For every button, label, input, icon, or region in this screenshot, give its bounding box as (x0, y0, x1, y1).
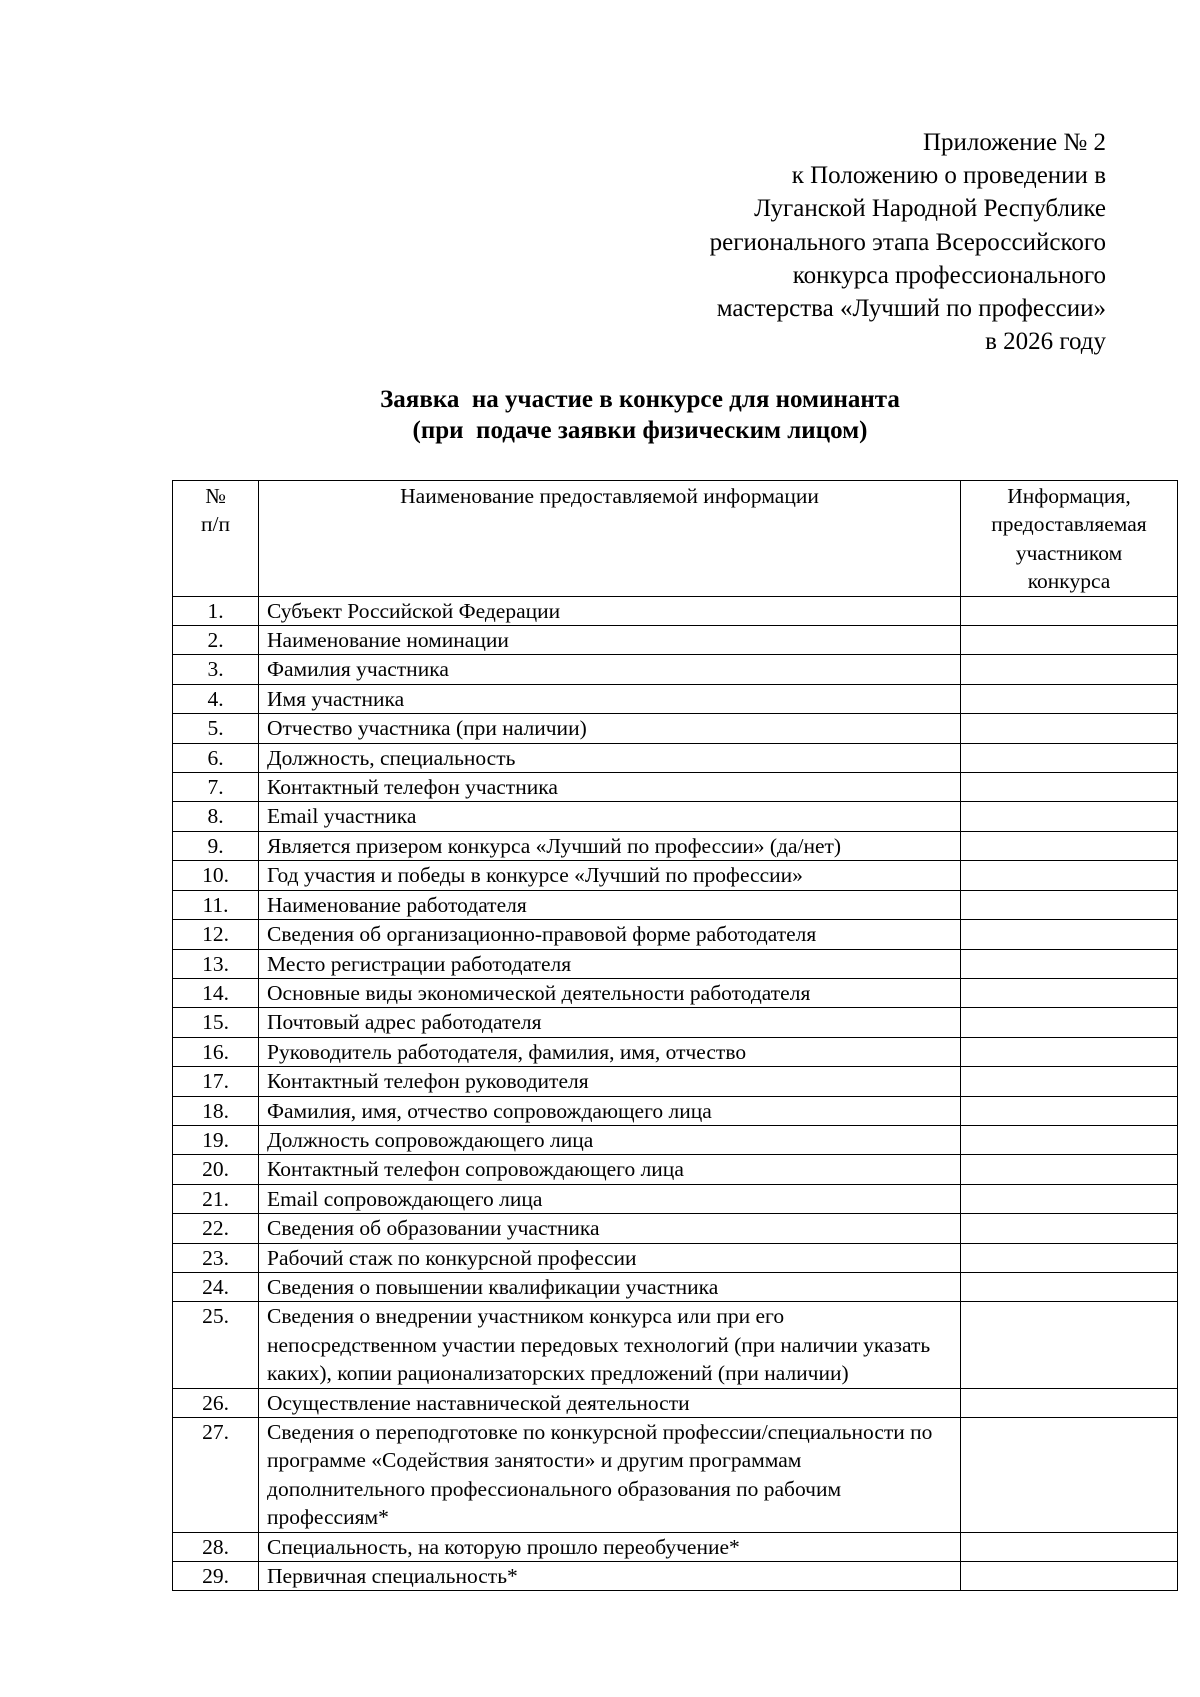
row-number: 28. (173, 1532, 259, 1561)
row-number: 19. (173, 1125, 259, 1154)
row-info-cell[interactable] (961, 1243, 1178, 1272)
row-info-cell[interactable] (961, 1155, 1178, 1184)
row-name: Осуществление наставнической деятельности (259, 1388, 961, 1417)
row-number: 18. (173, 1096, 259, 1125)
header-info-line: участником (1015, 540, 1123, 565)
row-number: 24. (173, 1272, 259, 1301)
header-number (173, 481, 259, 597)
row-info-cell[interactable] (961, 1214, 1178, 1243)
row-number: 12. (173, 920, 259, 949)
row-number: 7. (173, 773, 259, 802)
row-number: 2. (173, 626, 259, 655)
table-row (173, 596, 1178, 625)
table-row (173, 1388, 1178, 1417)
form-title-line: Заявка на участие в конкурсе для номинанта (380, 386, 900, 413)
row-number: 25. (173, 1302, 259, 1388)
row-number: 10. (173, 861, 259, 890)
appendix-line: Приложение № 2 (922, 129, 1106, 156)
table-row (173, 1243, 1178, 1272)
table-row (173, 890, 1178, 919)
table-row (173, 1272, 1178, 1301)
row-info-cell[interactable] (961, 1418, 1178, 1533)
row-name: Сведения о внедрении участником конкурса или при его непосредственном участии передовых технологий (при наличии указать каких), копии рационализаторских предложений (при наличии) (259, 1302, 961, 1388)
row-number: 20. (173, 1155, 259, 1184)
row-info-cell[interactable] (961, 1125, 1178, 1154)
table-row (173, 714, 1178, 743)
table-row (173, 920, 1178, 949)
table-row (173, 743, 1178, 772)
row-number: 4. (173, 684, 259, 713)
row-number: 26. (173, 1388, 259, 1417)
row-number: 5. (173, 714, 259, 743)
appendix-line: мастерства «Лучший по профессии» (716, 295, 1106, 323)
row-info-cell[interactable] (961, 1067, 1178, 1096)
appendix-line: Луганской Народной Республике (754, 195, 1106, 223)
table-row (173, 655, 1178, 684)
row-info-cell[interactable] (961, 1272, 1178, 1301)
row-info-cell[interactable] (961, 1532, 1178, 1561)
row-number: 11. (173, 890, 259, 919)
table-row (173, 978, 1178, 1007)
row-info-cell[interactable] (961, 655, 1178, 684)
header-number-line: № (205, 484, 226, 508)
row-number: 8. (173, 802, 259, 831)
row-name: Сведения о переподготовке по конкурсной профессии/специальности по программе «Содействия занятости» и другим программам дополнительного профессионального образования по рабочим профессиям* (259, 1418, 961, 1533)
row-name: Сведения об образовании участника (259, 1214, 961, 1243)
form-title (160, 384, 1120, 446)
form-title-line: (при подаче заявки физическим лицом) (412, 417, 868, 444)
row-name: Является призером конкурса «Лучший по профессии» (да/нет) (259, 831, 961, 860)
row-info-cell[interactable] (961, 1302, 1178, 1388)
header-info-line: конкурса (1027, 569, 1111, 594)
row-info-cell[interactable] (961, 684, 1178, 713)
row-info-cell[interactable] (961, 1562, 1178, 1591)
table-row (173, 626, 1178, 655)
table-row (173, 773, 1178, 802)
appendix-header (546, 126, 1106, 358)
row-number: 13. (173, 949, 259, 978)
table-row (173, 1302, 1178, 1388)
row-name: Место регистрации работодателя (259, 949, 961, 978)
table-row (173, 1067, 1178, 1096)
row-info-cell[interactable] (961, 861, 1178, 890)
row-name: Основные виды экономической деятельности работодателя (259, 978, 961, 1007)
row-info-cell[interactable] (961, 949, 1178, 978)
row-name: Фамилия участника (259, 655, 961, 684)
header-number-line: п/п (201, 512, 230, 537)
row-name: Год участия и победы в конкурсе «Лучший по профессии» (259, 861, 961, 890)
table-row (173, 831, 1178, 860)
row-name: Субъект Российской Федерации (259, 596, 961, 625)
row-name: Рабочий стаж по конкурсной профессии (259, 1243, 961, 1272)
row-number: 21. (173, 1184, 259, 1213)
row-number: 6. (173, 743, 259, 772)
appendix-line: к Положению о проведении в (791, 162, 1106, 190)
row-info-cell[interactable] (961, 978, 1178, 1007)
row-number: 3. (173, 655, 259, 684)
row-name: Контактный телефон руководителя (259, 1067, 961, 1096)
row-number: 23. (173, 1243, 259, 1272)
row-name: Отчество участника (при наличии) (259, 714, 961, 743)
row-name: Должность сопровождающего лица (259, 1125, 961, 1154)
header-info (961, 481, 1178, 597)
row-number: 15. (173, 1008, 259, 1037)
row-name: Контактный телефон сопровождающего лица (259, 1155, 961, 1184)
row-number: 17. (173, 1067, 259, 1096)
row-name: Наименование номинации (259, 626, 961, 655)
header-info-line: предоставляемая (991, 512, 1147, 537)
row-name: Наименование работодателя (259, 890, 961, 919)
row-number: 27. (173, 1418, 259, 1533)
row-info-cell[interactable] (961, 1037, 1178, 1066)
table-row (173, 1532, 1178, 1561)
row-name: Руководитель работодателя, фамилия, имя, отчество (259, 1037, 961, 1066)
table-row (173, 1155, 1178, 1184)
row-number: 1. (173, 596, 259, 625)
appendix-line: регионального этапа Всероссийского (709, 228, 1106, 256)
row-info-cell[interactable] (961, 773, 1178, 802)
row-info-cell[interactable] (961, 596, 1178, 625)
row-info-cell[interactable] (961, 831, 1178, 860)
row-name: Email участника (259, 802, 961, 831)
table-row (173, 1096, 1178, 1125)
row-info-cell[interactable] (961, 1096, 1178, 1125)
appendix-line: в 2026 году (985, 328, 1106, 356)
table-row (173, 1562, 1178, 1591)
row-info-cell[interactable] (961, 714, 1178, 743)
row-info-cell[interactable] (961, 1388, 1178, 1417)
row-name: Специальность, на которую прошло переобучение* (259, 1532, 961, 1561)
table-row (173, 949, 1178, 978)
row-name: Почтовый адрес работодателя (259, 1008, 961, 1037)
row-info-cell[interactable] (961, 1008, 1178, 1037)
row-info-cell[interactable] (961, 626, 1178, 655)
row-name: Фамилия, имя, отчество сопровождающего лица (259, 1096, 961, 1125)
table-row (173, 1214, 1178, 1243)
table-row (173, 861, 1178, 890)
table-row (173, 802, 1178, 831)
table-row (173, 1184, 1178, 1213)
row-name: Сведения об организационно-правовой форме работодателя (259, 920, 961, 949)
row-info-cell[interactable] (961, 920, 1178, 949)
row-info-cell[interactable] (961, 1184, 1178, 1213)
header-name: Наименование предоставляемой информации (259, 481, 961, 597)
table-row (173, 684, 1178, 713)
row-number: 22. (173, 1214, 259, 1243)
row-number: 9. (173, 831, 259, 860)
table-body (173, 596, 1178, 1591)
table-row (173, 1418, 1178, 1533)
row-name: Сведения о повышении квалификации участника (259, 1272, 961, 1301)
table-header-row (173, 481, 1178, 597)
row-number: 14. (173, 978, 259, 1007)
row-name: Должность, специальность (259, 743, 961, 772)
table-row (173, 1008, 1178, 1037)
row-name: Email сопровождающего лица (259, 1184, 961, 1213)
row-name: Имя участника (259, 684, 961, 713)
row-number: 16. (173, 1037, 259, 1066)
application-table (172, 480, 1178, 1591)
table-row (173, 1037, 1178, 1066)
row-number: 29. (173, 1562, 259, 1591)
row-name: Первичная специальность* (259, 1562, 961, 1591)
row-info-cell[interactable] (961, 890, 1178, 919)
row-info-cell[interactable] (961, 802, 1178, 831)
appendix-line: конкурса профессионального (792, 261, 1106, 289)
row-name: Контактный телефон участника (259, 773, 961, 802)
table-row (173, 1125, 1178, 1154)
header-info-line: Информация, (1007, 484, 1131, 508)
row-info-cell[interactable] (961, 743, 1178, 772)
